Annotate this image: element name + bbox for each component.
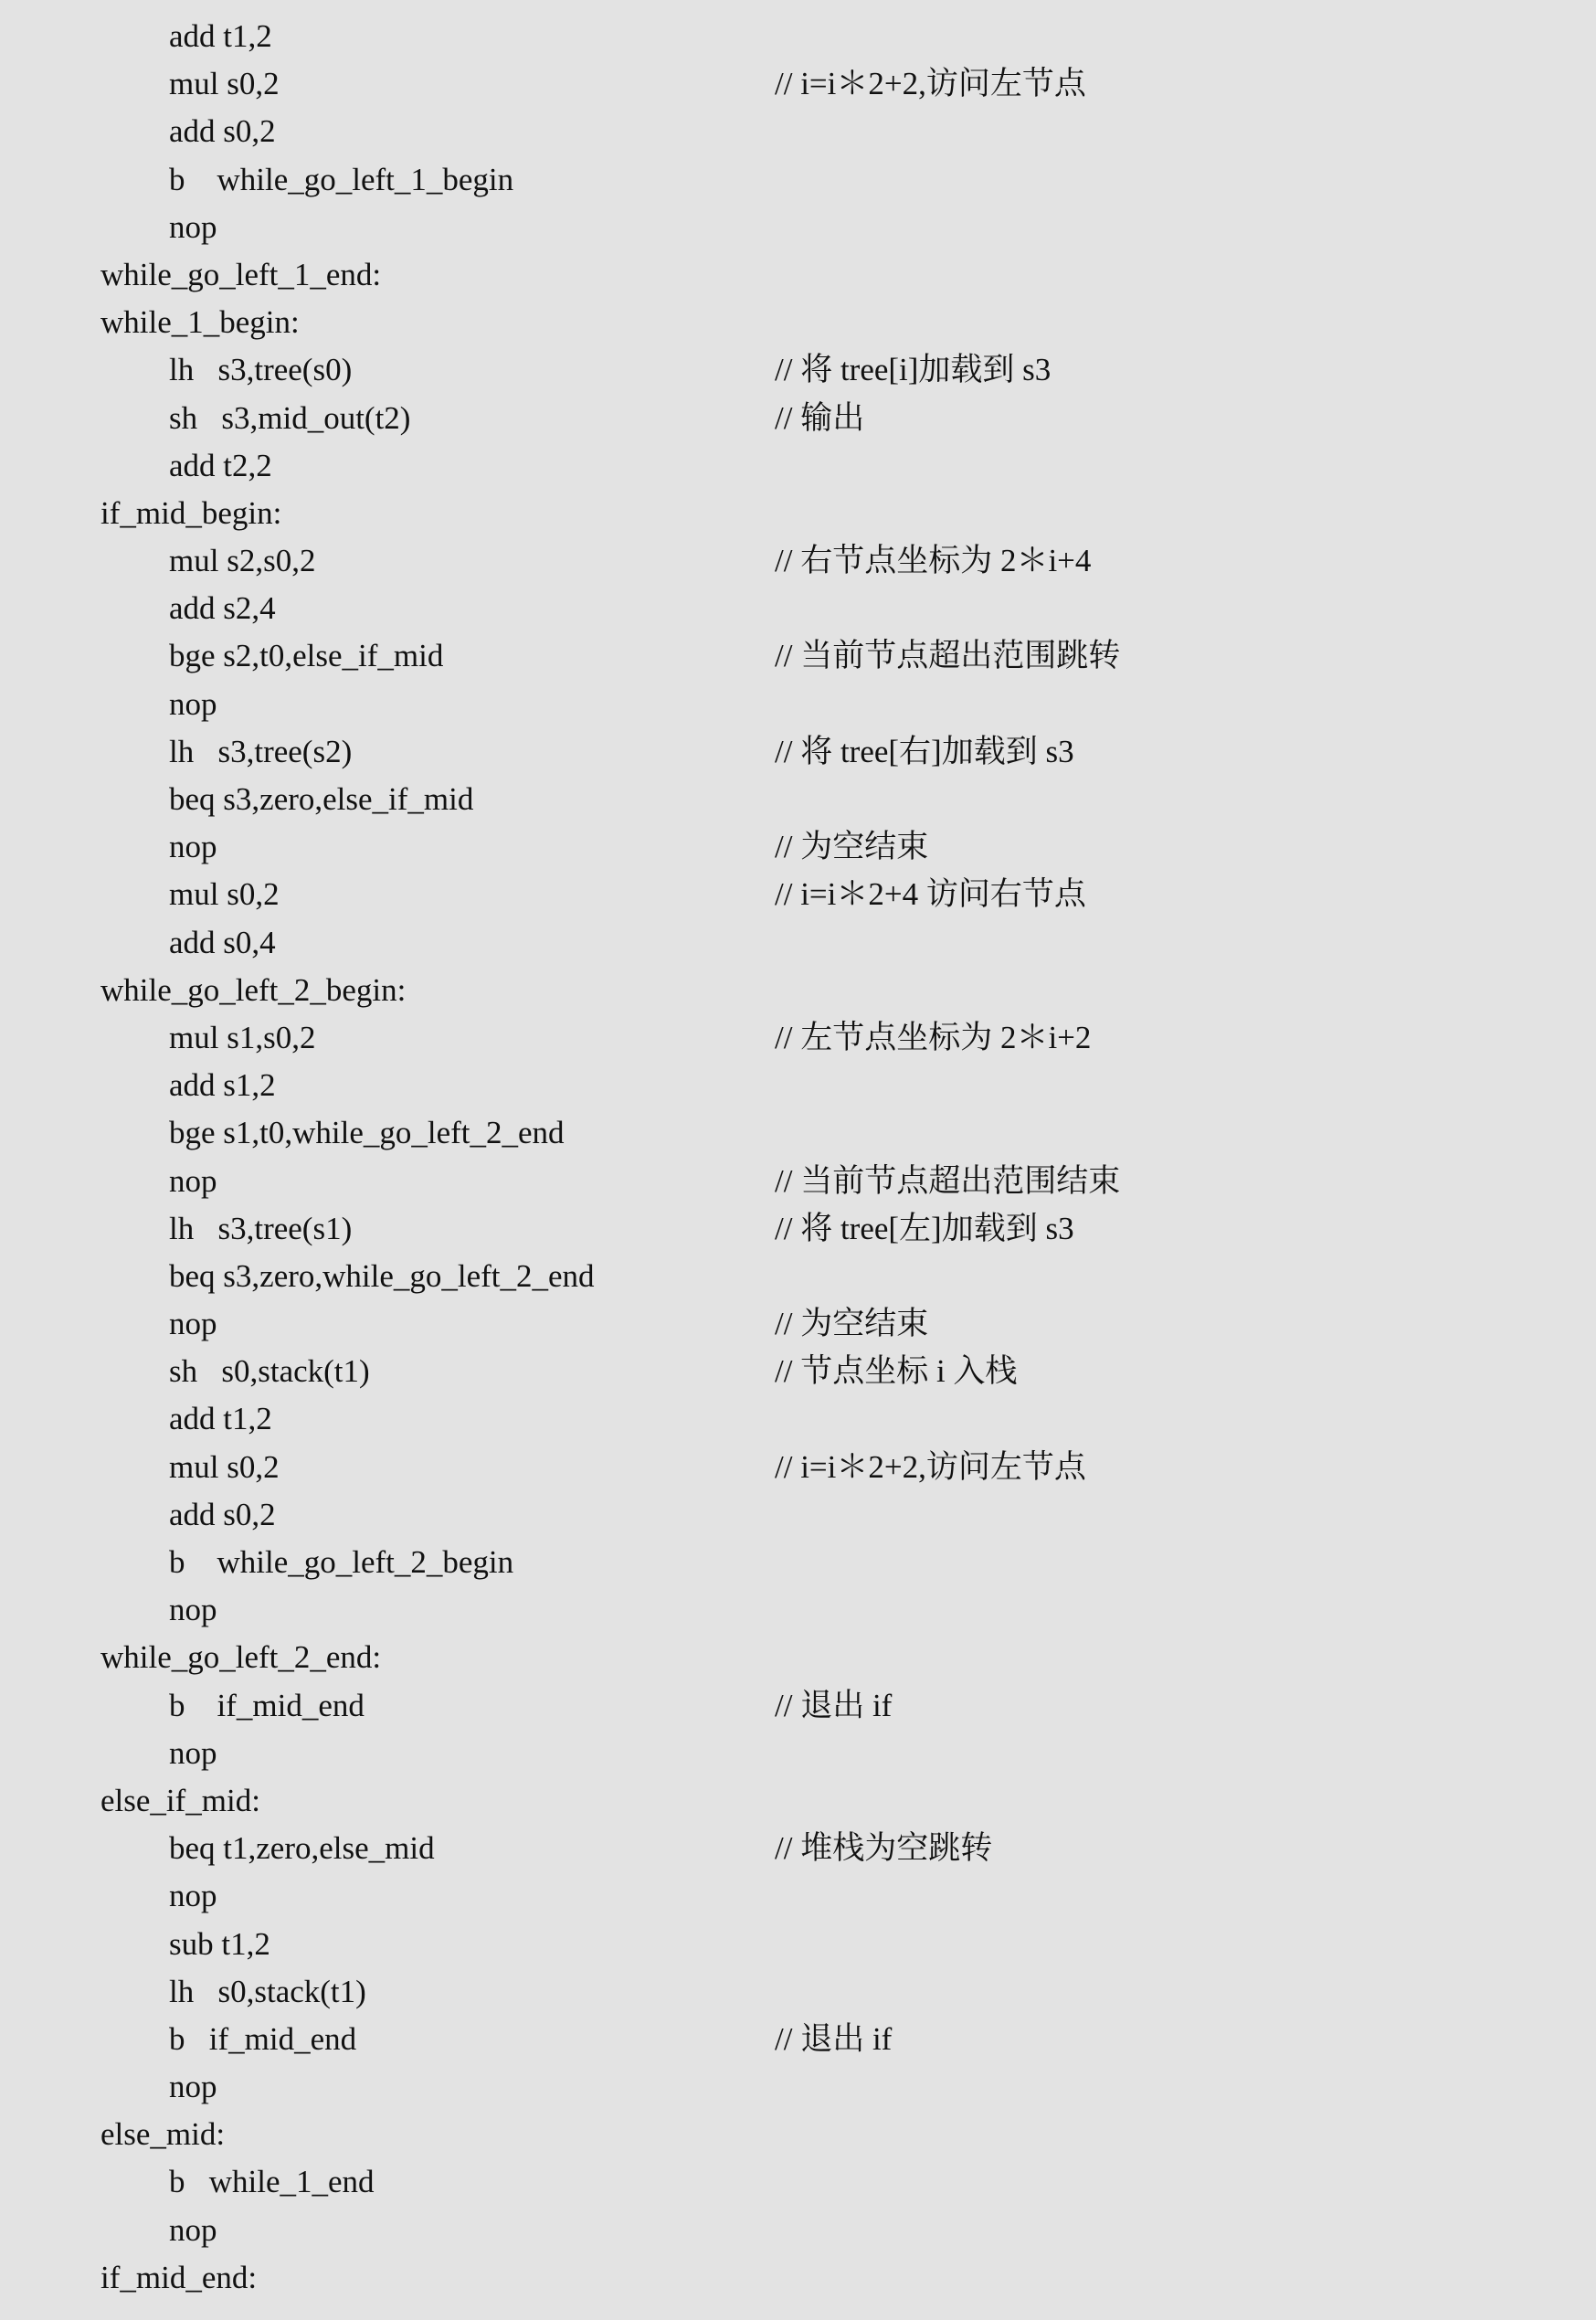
label-text: while_go_left_2_begin: bbox=[100, 971, 407, 1008]
instruction-text: sh s0,stack(t1) bbox=[169, 1353, 370, 1390]
code-comment: // i=i＊2+2,访问左节点 bbox=[775, 66, 1086, 102]
code-label-line bbox=[0, 2254, 1596, 2302]
instruction-text: b if_mid_end bbox=[169, 1687, 365, 1723]
code-line bbox=[0, 156, 1596, 204]
code-line bbox=[0, 1825, 1596, 1872]
code-line bbox=[0, 776, 1596, 823]
code-line bbox=[0, 823, 1596, 871]
instruction-text: b while_1_end bbox=[169, 2164, 375, 2200]
code-line bbox=[0, 395, 1596, 442]
code-line bbox=[0, 1395, 1596, 1443]
instruction-text: mul s0,2 bbox=[169, 876, 280, 913]
code-line bbox=[0, 537, 1596, 585]
instruction-text: nop bbox=[169, 1592, 217, 1628]
instruction-text: add s1,2 bbox=[169, 1067, 276, 1104]
code-line bbox=[0, 1062, 1596, 1109]
code-comment: // 当前节点超出范围结束 bbox=[775, 1162, 1121, 1199]
code-line bbox=[0, 2158, 1596, 2206]
code-line bbox=[0, 1968, 1596, 2016]
code-line bbox=[0, 1491, 1596, 1539]
instruction-text: sub t1,2 bbox=[169, 1925, 270, 1962]
code-comment: // 右节点坐标为 2＊i+4 bbox=[775, 543, 1092, 579]
label-text: while_go_left_2_end: bbox=[100, 1639, 382, 1676]
instruction-text: nop bbox=[169, 685, 217, 722]
code-comment: // 将 tree[右]加载到 s3 bbox=[775, 733, 1074, 769]
instruction-text: bge s1,t0,while_go_left_2_end bbox=[169, 1115, 565, 1151]
instruction-text: b if_mid_end bbox=[169, 2020, 357, 2057]
code-line bbox=[0, 346, 1596, 394]
code-line bbox=[0, 1158, 1596, 1205]
code-label-line bbox=[0, 490, 1596, 537]
code-label-line bbox=[0, 2111, 1596, 2158]
instruction-text: add s2,4 bbox=[169, 590, 276, 627]
instruction-text: b while_go_left_1_begin bbox=[169, 161, 514, 197]
code-comment: // 堆栈为空跳转 bbox=[775, 1830, 993, 1867]
instruction-text: bge s2,t0,else_if_mid bbox=[169, 638, 444, 674]
instruction-text: mul s0,2 bbox=[169, 1448, 280, 1485]
code-comment: // 节点坐标 i 入栈 bbox=[775, 1353, 1018, 1390]
instruction-text: lh s0,stack(t1) bbox=[169, 1973, 366, 2009]
instruction-text: beq s3,zero,while_go_left_2_end bbox=[169, 1257, 595, 1294]
code-comment: // i=i＊2+2,访问左节点 bbox=[775, 1448, 1086, 1485]
code-line bbox=[0, 1921, 1596, 1968]
label-text: if_mid_end: bbox=[100, 2259, 258, 2295]
code-line bbox=[0, 1014, 1596, 1062]
code-line bbox=[0, 1300, 1596, 1348]
instruction-text: nop bbox=[169, 2211, 217, 2248]
code-line bbox=[0, 2207, 1596, 2254]
instruction-text: add s0,4 bbox=[169, 924, 276, 960]
code-line bbox=[0, 1348, 1596, 1395]
code-comment: // 输出 bbox=[775, 399, 865, 436]
code-line bbox=[0, 728, 1596, 776]
instruction-text: b while_go_left_2_begin bbox=[169, 1544, 514, 1580]
code-comment: // i=i＊2+4 访问右节点 bbox=[775, 876, 1086, 913]
code-comment: // 将 tree[i]加载到 s3 bbox=[775, 352, 1052, 388]
code-line bbox=[0, 1109, 1596, 1157]
code-label-line bbox=[0, 1777, 1596, 1825]
code-line bbox=[0, 1586, 1596, 1634]
code-line bbox=[0, 1872, 1596, 1920]
instruction-text: nop bbox=[169, 1306, 217, 1342]
code-line bbox=[0, 60, 1596, 108]
label-text: if_mid_begin: bbox=[100, 494, 282, 531]
code-comment: // 为空结束 bbox=[775, 1306, 929, 1342]
instruction-text: beq s3,zero,else_if_mid bbox=[169, 781, 474, 817]
code-line bbox=[0, 1444, 1596, 1491]
instruction-text: sh s3,mid_out(t2) bbox=[169, 399, 411, 436]
code-line bbox=[0, 1730, 1596, 1777]
instruction-text: mul s2,s0,2 bbox=[169, 543, 316, 579]
code-line bbox=[0, 919, 1596, 967]
code-line bbox=[0, 13, 1596, 60]
instruction-text: add t2,2 bbox=[169, 447, 272, 483]
instruction-text: nop bbox=[169, 1878, 217, 1914]
code-line bbox=[0, 681, 1596, 728]
code-line bbox=[0, 1205, 1596, 1253]
code-label-line bbox=[0, 299, 1596, 346]
code-line bbox=[0, 2063, 1596, 2111]
instruction-text: lh s3,tree(s2) bbox=[169, 733, 353, 769]
instruction-text: lh s3,tree(s0) bbox=[169, 352, 353, 388]
label-text: while_go_left_1_end: bbox=[100, 256, 382, 292]
code-line bbox=[0, 1539, 1596, 1586]
code-label-line bbox=[0, 1634, 1596, 1681]
instruction-text: nop bbox=[169, 1162, 217, 1199]
instruction-text: nop bbox=[169, 1734, 217, 1771]
label-text: while_1_begin: bbox=[100, 304, 300, 341]
instruction-text: nop bbox=[169, 829, 217, 865]
label-text: else_mid: bbox=[100, 2116, 226, 2153]
instruction-text: beq t1,zero,else_mid bbox=[169, 1830, 435, 1867]
instruction-text: mul s0,2 bbox=[169, 66, 280, 102]
code-comment: // 退出 if bbox=[775, 1687, 893, 1723]
code-label-line bbox=[0, 251, 1596, 299]
instruction-text: nop bbox=[169, 208, 217, 245]
code-line bbox=[0, 871, 1596, 918]
instruction-text: add t1,2 bbox=[169, 18, 272, 54]
code-line bbox=[0, 442, 1596, 490]
code-line bbox=[0, 204, 1596, 251]
code-comment: // 将 tree[左]加载到 s3 bbox=[775, 1210, 1074, 1246]
instruction-text: lh s3,tree(s1) bbox=[169, 1210, 353, 1246]
code-comment: // 左节点坐标为 2＊i+2 bbox=[775, 1019, 1092, 1055]
instruction-text: nop bbox=[169, 2069, 217, 2105]
label-text: else_if_mid: bbox=[100, 1782, 260, 1818]
code-line bbox=[0, 108, 1596, 155]
instruction-text: add s0,2 bbox=[169, 113, 276, 150]
code-line bbox=[0, 1253, 1596, 1300]
instruction-text: add t1,2 bbox=[169, 1401, 272, 1437]
code-comment: // 退出 if bbox=[775, 2020, 893, 2057]
code-line bbox=[0, 1682, 1596, 1730]
instruction-text: add s0,2 bbox=[169, 1496, 276, 1532]
code-comment: // 当前节点超出范围跳转 bbox=[775, 638, 1121, 674]
instruction-text: mul s1,s0,2 bbox=[169, 1019, 316, 1055]
code-line bbox=[0, 2016, 1596, 2063]
code-label-line bbox=[0, 967, 1596, 1014]
code-line bbox=[0, 632, 1596, 680]
code-line bbox=[0, 585, 1596, 632]
code-comment: // 为空结束 bbox=[775, 829, 929, 865]
